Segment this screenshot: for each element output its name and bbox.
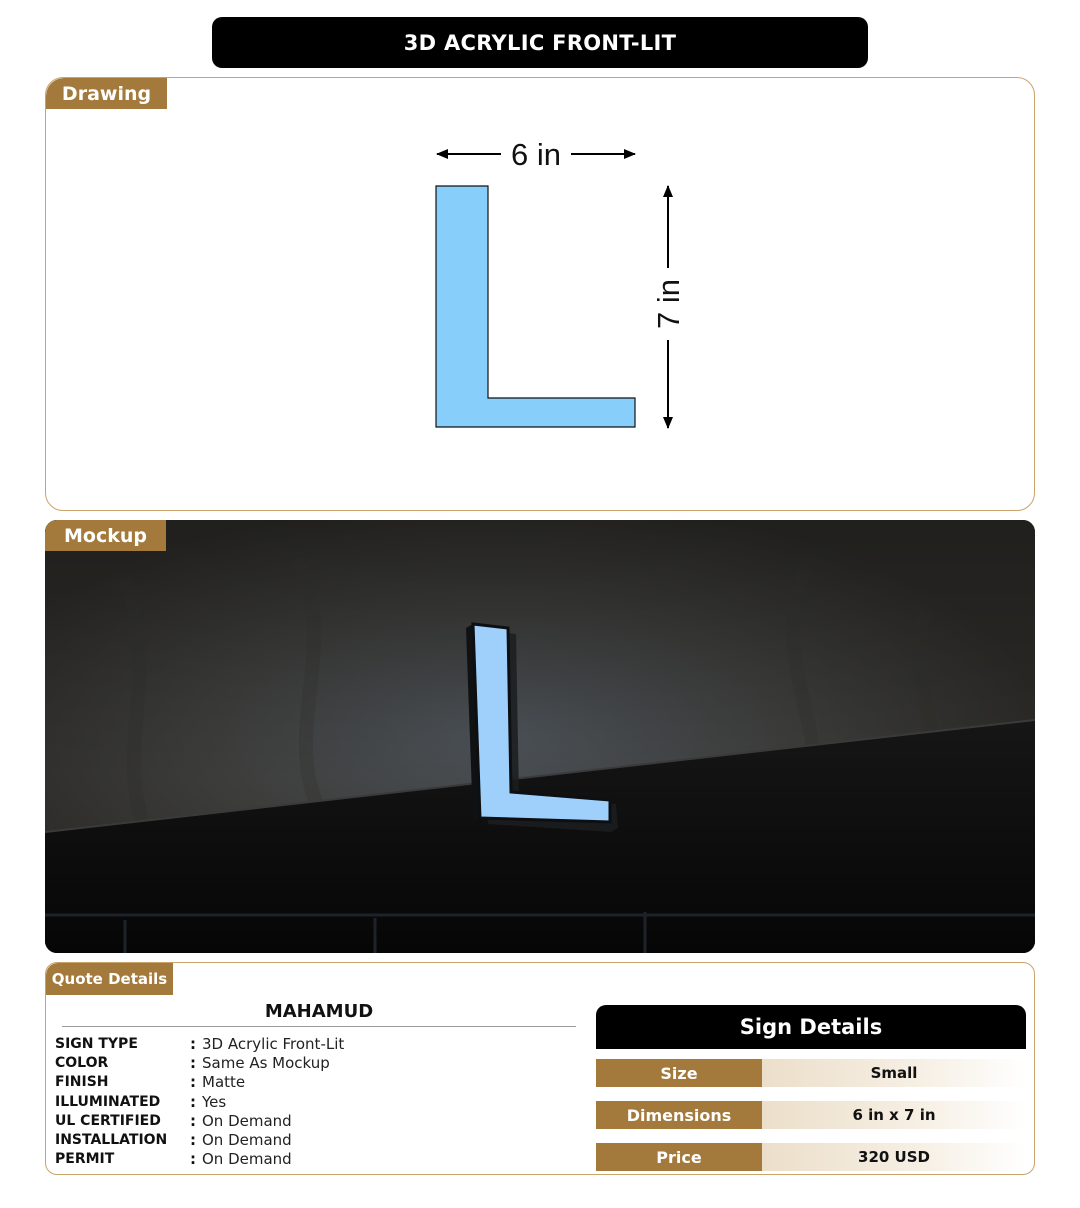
sign-details-header: Sign Details bbox=[596, 1005, 1026, 1049]
drawing-tag: Drawing bbox=[46, 78, 167, 109]
spec-colon: : bbox=[190, 1111, 196, 1130]
detail-row-dimensions bbox=[596, 1101, 1026, 1129]
spec-value: On Demand bbox=[202, 1111, 292, 1130]
detail-row-size bbox=[596, 1059, 1026, 1087]
mockup-tag: Mockup bbox=[45, 520, 166, 551]
mockup-image bbox=[45, 520, 1035, 953]
detail-key: Price bbox=[596, 1143, 762, 1171]
letter-l-drawing bbox=[436, 186, 635, 427]
spec-colon: : bbox=[190, 1092, 196, 1111]
spec-colon: : bbox=[190, 1130, 196, 1149]
spec-value: Matte bbox=[202, 1073, 246, 1092]
spec-colon: : bbox=[190, 1035, 196, 1053]
quote-panel bbox=[45, 962, 1035, 1175]
spec-colon: : bbox=[190, 1073, 196, 1092]
height-label: 7 in bbox=[651, 279, 686, 329]
spec-label: UL CERTIFIED bbox=[55, 1112, 161, 1129]
spec-label: FINISH bbox=[55, 1074, 109, 1091]
client-divider bbox=[62, 1026, 576, 1027]
spec-label: COLOR bbox=[55, 1055, 109, 1072]
spec-colon: : bbox=[190, 1150, 196, 1169]
detail-value: 6 in x 7 in bbox=[762, 1101, 1026, 1129]
page-title: 3D ACRYLIC FRONT-LIT bbox=[212, 17, 868, 68]
width-label: 6 in bbox=[511, 137, 561, 172]
detail-value: 320 USD bbox=[762, 1143, 1026, 1171]
spec-value: Same As Mockup bbox=[202, 1054, 330, 1073]
spec-colon: : bbox=[190, 1054, 196, 1073]
detail-value: Small bbox=[762, 1059, 1026, 1087]
spec-label: PERMIT bbox=[55, 1151, 115, 1168]
client-name: MAHAMUD bbox=[264, 1001, 374, 1022]
spec-value: 3D Acrylic Front-Lit bbox=[202, 1035, 345, 1053]
spec-label: ILLUMINATED bbox=[55, 1093, 161, 1110]
spec-label: SIGN TYPE bbox=[55, 1036, 138, 1052]
spec-label: INSTALLATION bbox=[55, 1131, 168, 1148]
drawing-canvas bbox=[46, 78, 1035, 511]
spec-value: Yes bbox=[202, 1092, 227, 1111]
quote-tag: Quote Details bbox=[46, 963, 173, 995]
detail-key: Dimensions bbox=[596, 1101, 762, 1129]
detail-key: Size bbox=[596, 1059, 762, 1087]
spec-value: On Demand bbox=[202, 1130, 292, 1149]
mockup-panel bbox=[45, 520, 1035, 953]
drawing-panel bbox=[45, 77, 1035, 511]
spec-value: On Demand bbox=[202, 1150, 292, 1169]
detail-row-price bbox=[596, 1143, 1026, 1171]
